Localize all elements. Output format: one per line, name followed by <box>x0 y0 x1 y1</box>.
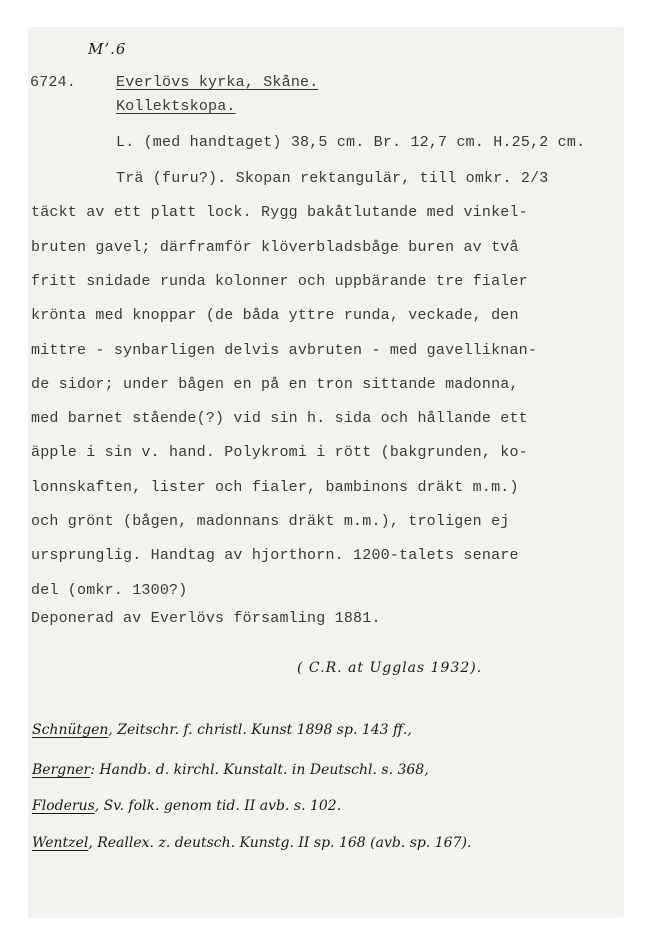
description-line: täckt av ett platt lock. Rygg bakåtlutande med vinkel- <box>31 204 528 222</box>
reference-author: Floderus <box>32 798 95 814</box>
reference-line <box>32 798 341 814</box>
object-type: Kollektskopa. <box>116 98 236 115</box>
reference-line <box>32 722 412 738</box>
reference-text: , Sv. folk. genom tid. II avb. s. 102. <box>94 798 342 814</box>
signum-handwritten: M’.6 <box>88 40 127 58</box>
reference-author: Bergner <box>32 762 91 778</box>
description-line: och grönt (bågen, madonnans dräkt m.m.), troligen ej <box>31 513 510 530</box>
description-line: mittre - synbarligen delvis avbruten - med gavelliknan- <box>31 341 538 359</box>
description-line: ursprunglig. Handtag av hjorthorn. 1200-talets senare <box>31 547 519 565</box>
reference-text: , Reallex. z. deutsch. Kunstg. II sp. 168 (avb. sp. 167). <box>88 835 472 851</box>
reference-author: Wentzel <box>32 835 89 851</box>
reference-line <box>32 835 471 851</box>
dimensions: L. (med handtaget) 38,5 cm. Br. 12,7 cm. H.25,2 cm. <box>116 134 586 151</box>
handwritten-annotation: ( C.R. at Ugglas 1932). <box>297 660 483 676</box>
description-line: med barnet stående(?) vid sin h. sida och hållande ett <box>31 410 528 428</box>
reference-line <box>32 762 429 778</box>
reference-author: Schnütgen <box>32 722 109 738</box>
description-line: de sidor; under bågen en på en tron sittande madonna, <box>31 375 519 393</box>
description-line: Trä (furu?). Skopan rektangulär, till omkr. 2/3 <box>116 170 549 187</box>
reference-text: : Handb. d. kirchl. Kunstalt. in Deutschl. s. 368, <box>90 762 429 778</box>
description-line: bruten gavel; därframför klöverbladsbåge buren av två <box>31 238 519 256</box>
description-line: krönta med knoppar (de båda yttre runda, veckade, den <box>31 307 519 325</box>
description-line: äpple i sin v. hand. Polykromi i rött (bakgrunden, ko- <box>31 444 528 462</box>
description-line: del (omkr. 1300?) <box>31 581 188 599</box>
heading: Everlövs kyrka, Skåne. <box>116 74 319 91</box>
description-line: lonnskaften, lister och fialer, bambinons dräkt m.m.) <box>31 478 519 496</box>
description-line: fritt snidade runda kolonner och uppbärande tre fialer <box>31 272 528 290</box>
deposit-note: Deponerad av Everlövs församling 1881. <box>31 610 381 627</box>
reference-text: , Zeitschr. f. christl. Kunst 1898 sp. 143 ff., <box>108 722 412 738</box>
catalog-card <box>29 28 623 917</box>
catalog-number: 6724. <box>30 74 77 91</box>
